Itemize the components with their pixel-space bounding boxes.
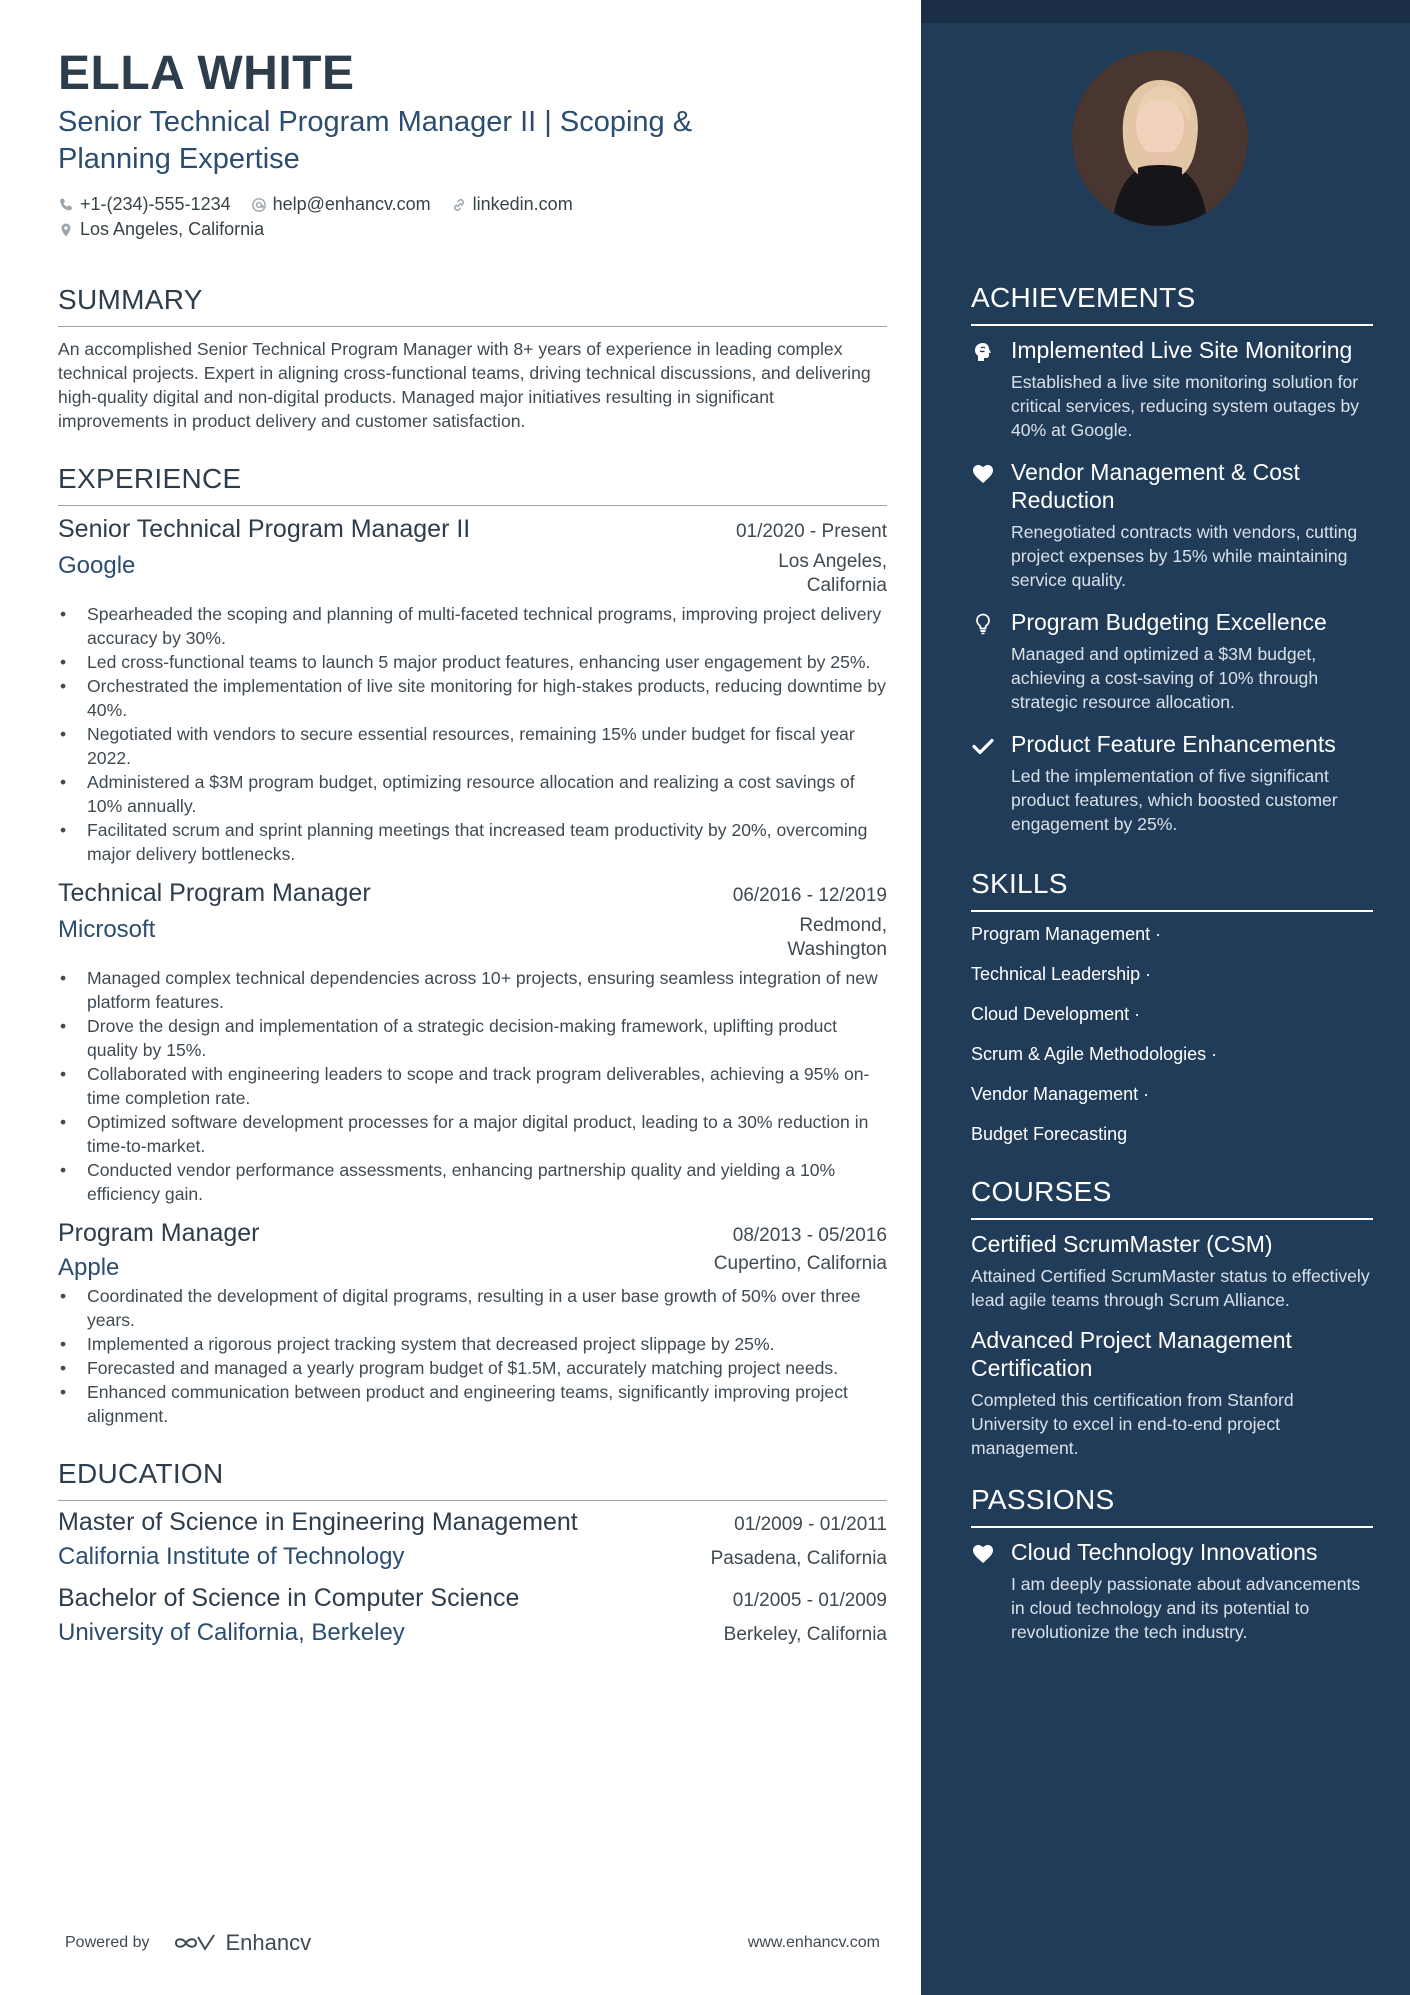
phone-text: +1-(234)-555-1234: [80, 194, 231, 214]
job-location-line1: Los Angeles,: [778, 551, 887, 572]
passions-section: [971, 1482, 1373, 1644]
bullet-item: • Enhanced communication between product and engineering teams, significantly improving project alignment.: [58, 1380, 887, 1428]
checkmark-icon: [971, 734, 995, 758]
job-location: [787, 914, 887, 962]
course-item: [971, 1230, 1373, 1312]
sidebar-top-bar: [921, 0, 1410, 23]
bullet-item: • Conducted vendor performance assessments, enhancing partnership quality and yielding a 10% efficiency gain.: [58, 1158, 887, 1206]
linkedin-contact[interactable]: [451, 192, 573, 217]
achievement-item: [971, 458, 1373, 592]
skill-item: Scrum & Agile Methodologies ·: [971, 1044, 1218, 1064]
bullet-item: • Administered a $3M program budget, optimizing resource allocation and realizing a cost savings of 10% annually.: [58, 770, 887, 818]
link-icon: [451, 197, 467, 213]
bullet-item: • Orchestrated the implementation of live site monitoring for high-stakes products, reducing downtime by 40%.: [58, 674, 887, 722]
education-entry: [58, 1505, 887, 1573]
skill-item: Program Management ·: [971, 924, 1162, 944]
achievement-title: Vendor Management & Cost Reduction: [1011, 459, 1300, 513]
job-location-line2: California: [806, 575, 887, 596]
skill-item: Technical Leadership ·: [971, 964, 1152, 984]
summary-text: An accomplished Senior Technical Program Manager with 8+ years of experience in leading complex technical projects. Expert in aligning cross-functional teams, driving technical discussions, and delivering high-quality digital and non-digital products. Managed major initiatives resulting in significant improvements in product delivery and customer satisfaction.: [58, 339, 871, 431]
company-name: Apple: [58, 1254, 120, 1281]
education-dates: 01/2005 - 01/2009: [732, 1590, 887, 1611]
achievements-section: [971, 280, 1373, 836]
job-dates: 08/2013 - 05/2016: [732, 1225, 887, 1246]
phone-contact[interactable]: [58, 192, 231, 217]
bullet-item: • Spearheaded the scoping and planning of multi-faceted technical programs, improving project delivery accuracy by 30%.: [58, 602, 887, 650]
location-contact: [58, 217, 264, 242]
achievement-desc: Renegotiated contracts with vendors, cutting project expenses by 15% while maintaining service quality.: [1011, 522, 1358, 590]
contact-info: [58, 192, 887, 242]
achievement-desc: Managed and optimized a $3M budget, achieving a cost-saving of 10% through strategic resource allocation.: [1011, 644, 1319, 712]
achievement-title: Implemented Live Site Monitoring: [1011, 337, 1353, 363]
lightbulb-icon: [971, 612, 995, 636]
job-entry: [58, 512, 887, 866]
candidate-name: ELLA WHITE: [58, 47, 355, 100]
summary-section: [58, 282, 887, 433]
course-title: Certified ScrumMaster (CSM): [971, 1231, 1273, 1257]
experience-section: [58, 461, 887, 1428]
achievement-desc: Established a live site monitoring solution for critical services, reducing system outages by 40% at Google.: [1011, 372, 1360, 440]
passion-desc: I am deeply passionate about advancements in cloud technology and its potential to revolutionize the tech industry.: [1011, 1574, 1361, 1642]
education-entry: [58, 1581, 887, 1649]
location-pin-icon: [58, 222, 74, 238]
education-section: [58, 1456, 887, 1649]
course-title: Advanced Project Management Certification: [971, 1327, 1292, 1381]
enhancv-logo-text: Enhancv: [225, 1930, 312, 1955]
powered-by: [65, 1930, 311, 1956]
phone-icon: [58, 197, 74, 213]
candidate-title: Senior Technical Program Manager II | Scoping & Planning Expertise: [58, 106, 693, 175]
job-location-line1: Redmond,: [799, 915, 887, 936]
bullet-item: • Coordinated the development of digital programs, resulting in a user base growth of 50% over three years.: [58, 1284, 887, 1332]
at-icon: [251, 197, 267, 213]
email-text: help@enhancv.com: [272, 194, 431, 214]
achievement-title: Product Feature Enhancements: [1011, 731, 1336, 757]
summary-heading: SUMMARY: [58, 282, 887, 327]
sidebar: [921, 0, 1410, 1995]
degree-title: Bachelor of Science in Computer Science: [58, 1584, 520, 1612]
bullet-item: • Implemented a rigorous project tracking system that decreased project slippage by 25%.: [58, 1332, 887, 1356]
job-bullets: [58, 1284, 887, 1428]
enhancv-logo[interactable]: [172, 1930, 312, 1956]
bullet-item: • Led cross-functional teams to launch 5 major product features, enhancing user engagement by 25%.: [58, 650, 887, 674]
skills-heading: SKILLS: [971, 866, 1373, 912]
bullet-item: • Negotiated with vendors to secure essential resources, remaining 15% under budget for fiscal year 2022.: [58, 722, 887, 770]
school-name: University of California, Berkeley: [58, 1619, 405, 1646]
achievement-item: [971, 608, 1373, 714]
location-text: Los Angeles, California: [80, 219, 265, 239]
job-title: Technical Program Manager: [58, 879, 371, 907]
achievement-item: [971, 730, 1373, 836]
courses-section: [971, 1174, 1373, 1460]
heart-icon: [971, 462, 995, 486]
skill-item: Budget Forecasting: [971, 1124, 1128, 1144]
skills-section: [971, 866, 1373, 1146]
education-location: Berkeley, California: [723, 1624, 887, 1645]
email-contact[interactable]: [251, 192, 431, 217]
course-desc: Completed this certification from Stanford University to excel in end-to-end project management.: [971, 1390, 1294, 1458]
job-bullets: [58, 966, 887, 1206]
achievement-desc: Led the implementation of five significant product features, which boosted customer engagement by 25%.: [1011, 766, 1338, 834]
footer-website[interactable]: www.enhancv.com: [747, 1934, 880, 1951]
brain-icon: [971, 340, 995, 364]
skill-item: Cloud Development ·: [971, 1004, 1141, 1024]
job-title: Program Manager: [58, 1219, 260, 1247]
degree-title: Master of Science in Engineering Management: [58, 1508, 578, 1536]
job-entry: [58, 876, 887, 1206]
course-item: [971, 1326, 1373, 1460]
enhancv-logo-icon: [172, 1931, 218, 1955]
bullet-item: • Optimized software development processes for a major digital product, leading to a 30% reduction in time-to-market.: [58, 1110, 887, 1158]
bullet-item: • Forecasted and managed a yearly program budget of $1.5M, accurately matching project needs.: [58, 1356, 887, 1380]
job-dates: 06/2016 - 12/2019: [732, 885, 887, 906]
linkedin-text: linkedin.com: [472, 194, 573, 214]
achievement-item: [971, 336, 1373, 442]
achievements-heading: ACHIEVEMENTS: [971, 280, 1373, 326]
passions-heading: PASSIONS: [971, 1482, 1373, 1528]
powered-by-label: Powered by: [65, 1934, 150, 1951]
bullet-item: • Collaborated with engineering leaders to scope and track program deliverables, achieving a 95% on-time completion rate.: [58, 1062, 887, 1110]
bullet-item: • Managed complex technical dependencies across 10+ projects, ensuring seamless integration of new platform features.: [58, 966, 887, 1014]
education-dates: 01/2009 - 01/2011: [734, 1514, 887, 1535]
education-location: Pasadena, California: [710, 1548, 887, 1569]
skill-item: Vendor Management ·: [971, 1084, 1150, 1104]
heart-icon: [971, 1542, 995, 1566]
school-name: California Institute of Technology: [58, 1543, 405, 1570]
profile-photo: [1072, 50, 1248, 226]
job-location-line2: Washington: [787, 939, 887, 960]
job-location: [778, 550, 887, 598]
course-desc: Attained Certified ScrumMaster status to effectively lead agile teams through Scrum Alliance.: [971, 1266, 1370, 1310]
company-name: Google: [58, 552, 136, 579]
profile-photo-illustration: [1072, 50, 1248, 226]
job-dates: 01/2020 - Present: [735, 521, 887, 542]
education-heading: EDUCATION: [58, 1456, 887, 1501]
footer: [65, 1930, 880, 1956]
bullet-item: • Drove the design and implementation of a strategic decision-making framework, uplifting product quality by 15%.: [58, 1014, 887, 1062]
job-entry: [58, 1216, 887, 1428]
bullet-item: • Facilitated scrum and sprint planning meetings that increased team productivity by 20%, overcoming major delivery bottlenecks.: [58, 818, 887, 866]
passion-item: [971, 1538, 1373, 1644]
achievement-title: Program Budgeting Excellence: [1011, 609, 1327, 635]
job-location: Cupertino, California: [713, 1253, 887, 1274]
courses-heading: COURSES: [971, 1174, 1373, 1220]
company-name: Microsoft: [58, 916, 156, 943]
experience-heading: EXPERIENCE: [58, 461, 887, 506]
passion-title: Cloud Technology Innovations: [1011, 1539, 1318, 1565]
job-title: Senior Technical Program Manager II: [58, 515, 471, 543]
job-bullets: [58, 602, 887, 866]
